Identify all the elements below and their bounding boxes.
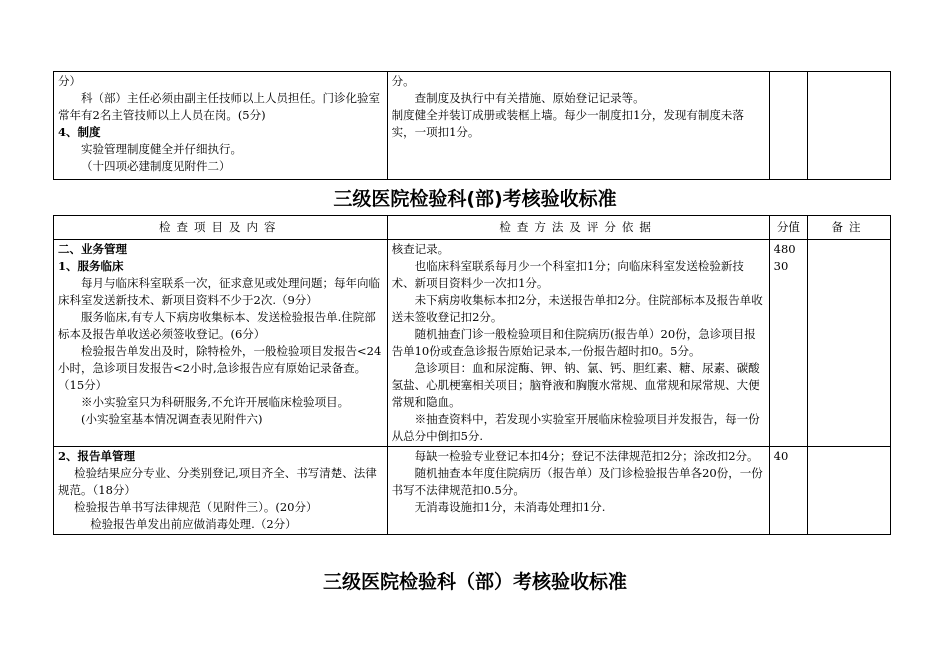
cell-paragraph: 随机抽查本年度住院病历（报告单）及门诊检验报告单各20份，一份书写不法律规范扣0.5分。 — [391, 466, 763, 497]
cell-paragraph: 4、制度 — [58, 125, 101, 139]
cell-paragraph: 未下病房收集标本扣2分，未送报告单扣2分。住院部标本及报告单收送未签收登记扣2分。 — [391, 293, 763, 324]
cell-paragraph: 每缺一检验专业登记本扣4分；登记不法律规范扣2分；涂改扣2分。 — [414, 449, 759, 463]
method-cell — [387, 72, 769, 180]
header-score: 分值 — [769, 216, 807, 240]
table-header — [54, 216, 891, 240]
cell-paragraph: 二、业务管理 — [58, 242, 127, 256]
top-table — [53, 71, 891, 180]
cell-paragraph: 核查记录。 — [391, 242, 450, 256]
cell-paragraph: （十四项必建制度见附件二） — [81, 159, 231, 173]
cell-paragraph: 检验结果应分专业、分类别登记,项目齐全、书写清楚、法律规范。（18分） — [58, 466, 377, 497]
cell-paragraph: 检验报告单发出及时，除特检外，一般检验项目发报告<24小时，急诊项目发报告<2小时,急诊报告应有原始记录备查。（15分） — [58, 344, 382, 392]
header-method: 检查方法及评分依据 — [387, 216, 769, 240]
score-cell — [769, 240, 807, 447]
cell-paragraph: 每月与临床科室联系一次，征求意见或处理问题；每年向临床科室发送新技术、新项目资料不少于2次.（9分） — [58, 276, 380, 307]
header-remark: 备注 — [808, 216, 891, 240]
content-cell — [54, 447, 388, 535]
score-cell — [769, 447, 807, 535]
cell-paragraph: 科（部）主任必须由副主任技师以上人员担任。门诊化验室常年有2名主管技师以上人员在岗。(5分) — [58, 91, 380, 122]
table-row — [54, 72, 891, 180]
cell-paragraph: 40 — [773, 449, 789, 463]
remark-cell — [808, 240, 891, 447]
cell-paragraph: 制度健全并装订成册或装框上墙。每少一制度扣1分，发现有制度未落实，一项扣1分。 — [391, 108, 744, 139]
cell-paragraph: 分。 — [391, 74, 415, 88]
header-content: 检查项目及内容 — [54, 216, 388, 240]
cell-paragraph: 检验报告单发出前应做消毒处理.（2分） — [90, 517, 297, 531]
cell-paragraph: ※小实验室只为科研服务,不允许开展临床检验项目。 — [81, 395, 350, 409]
cell-paragraph: ※抽查资料中，若发现小实验室开展临床检验项目并发报告，每一份从总分中倒扣5分. — [391, 412, 760, 443]
method-cell — [387, 447, 769, 535]
cell-paragraph: 也临床科室联系每月少一个科室扣1分；向临床科室发送检验新技术、新项目资料少一次扣1分。 — [391, 259, 744, 290]
remark-cell — [808, 447, 891, 535]
cell-paragraph: 实验管理制度健全并仔细执行。 — [81, 142, 242, 156]
table-row — [54, 447, 891, 535]
cell-paragraph: 2、报告单管理 — [58, 449, 136, 463]
cell-paragraph: 30 — [773, 259, 789, 273]
page-title-repeat: 三级医院检验科（部）考核验收标准 — [322, 571, 627, 593]
content-cell — [54, 240, 388, 447]
cell-paragraph: 无消毒设施扣1分，未消毒处理扣1分. — [414, 500, 606, 514]
cell-paragraph: (小实验室基本情况调查表见附件六) — [81, 412, 263, 426]
remark-cell — [808, 72, 891, 180]
page-title: 三级医院检验科(部)考核验收标准 — [333, 188, 617, 210]
cell-paragraph: 检验报告单书写法律规范（见附件三）。(20分） — [74, 500, 318, 514]
cell-paragraph: 480 — [773, 242, 796, 256]
cell-paragraph: 急诊项目：血和尿淀酶、钾、钠、氯、钙、胆红素、糖、尿素、碳酸氢盐、心肌梗塞相关项目；脑脊液和胸腹水常规、血常规和尿常规、大便常规和隐血。 — [391, 361, 760, 409]
cell-paragraph: 分） — [58, 74, 81, 88]
method-cell — [387, 240, 769, 447]
cell-paragraph: 服务临床,有专人下病房收集标本、发送检验报告单.住院部标本及报告单收送必须签收登记。(6分） — [58, 310, 376, 341]
cell-paragraph: 1、服务临床 — [58, 259, 124, 273]
main-table — [53, 215, 891, 535]
content-cell — [54, 72, 388, 180]
cell-paragraph: 查制度及执行中有关措施、原始登记记录等。 — [414, 91, 645, 105]
cell-paragraph: 随机抽查门诊一般检验项目和住院病历(报告单）20份，急诊项目报告单10份或查急诊报告原始记录本,一份报告超时扣0。5分。 — [391, 327, 756, 358]
score-cell — [769, 72, 807, 180]
table-row — [54, 240, 891, 447]
